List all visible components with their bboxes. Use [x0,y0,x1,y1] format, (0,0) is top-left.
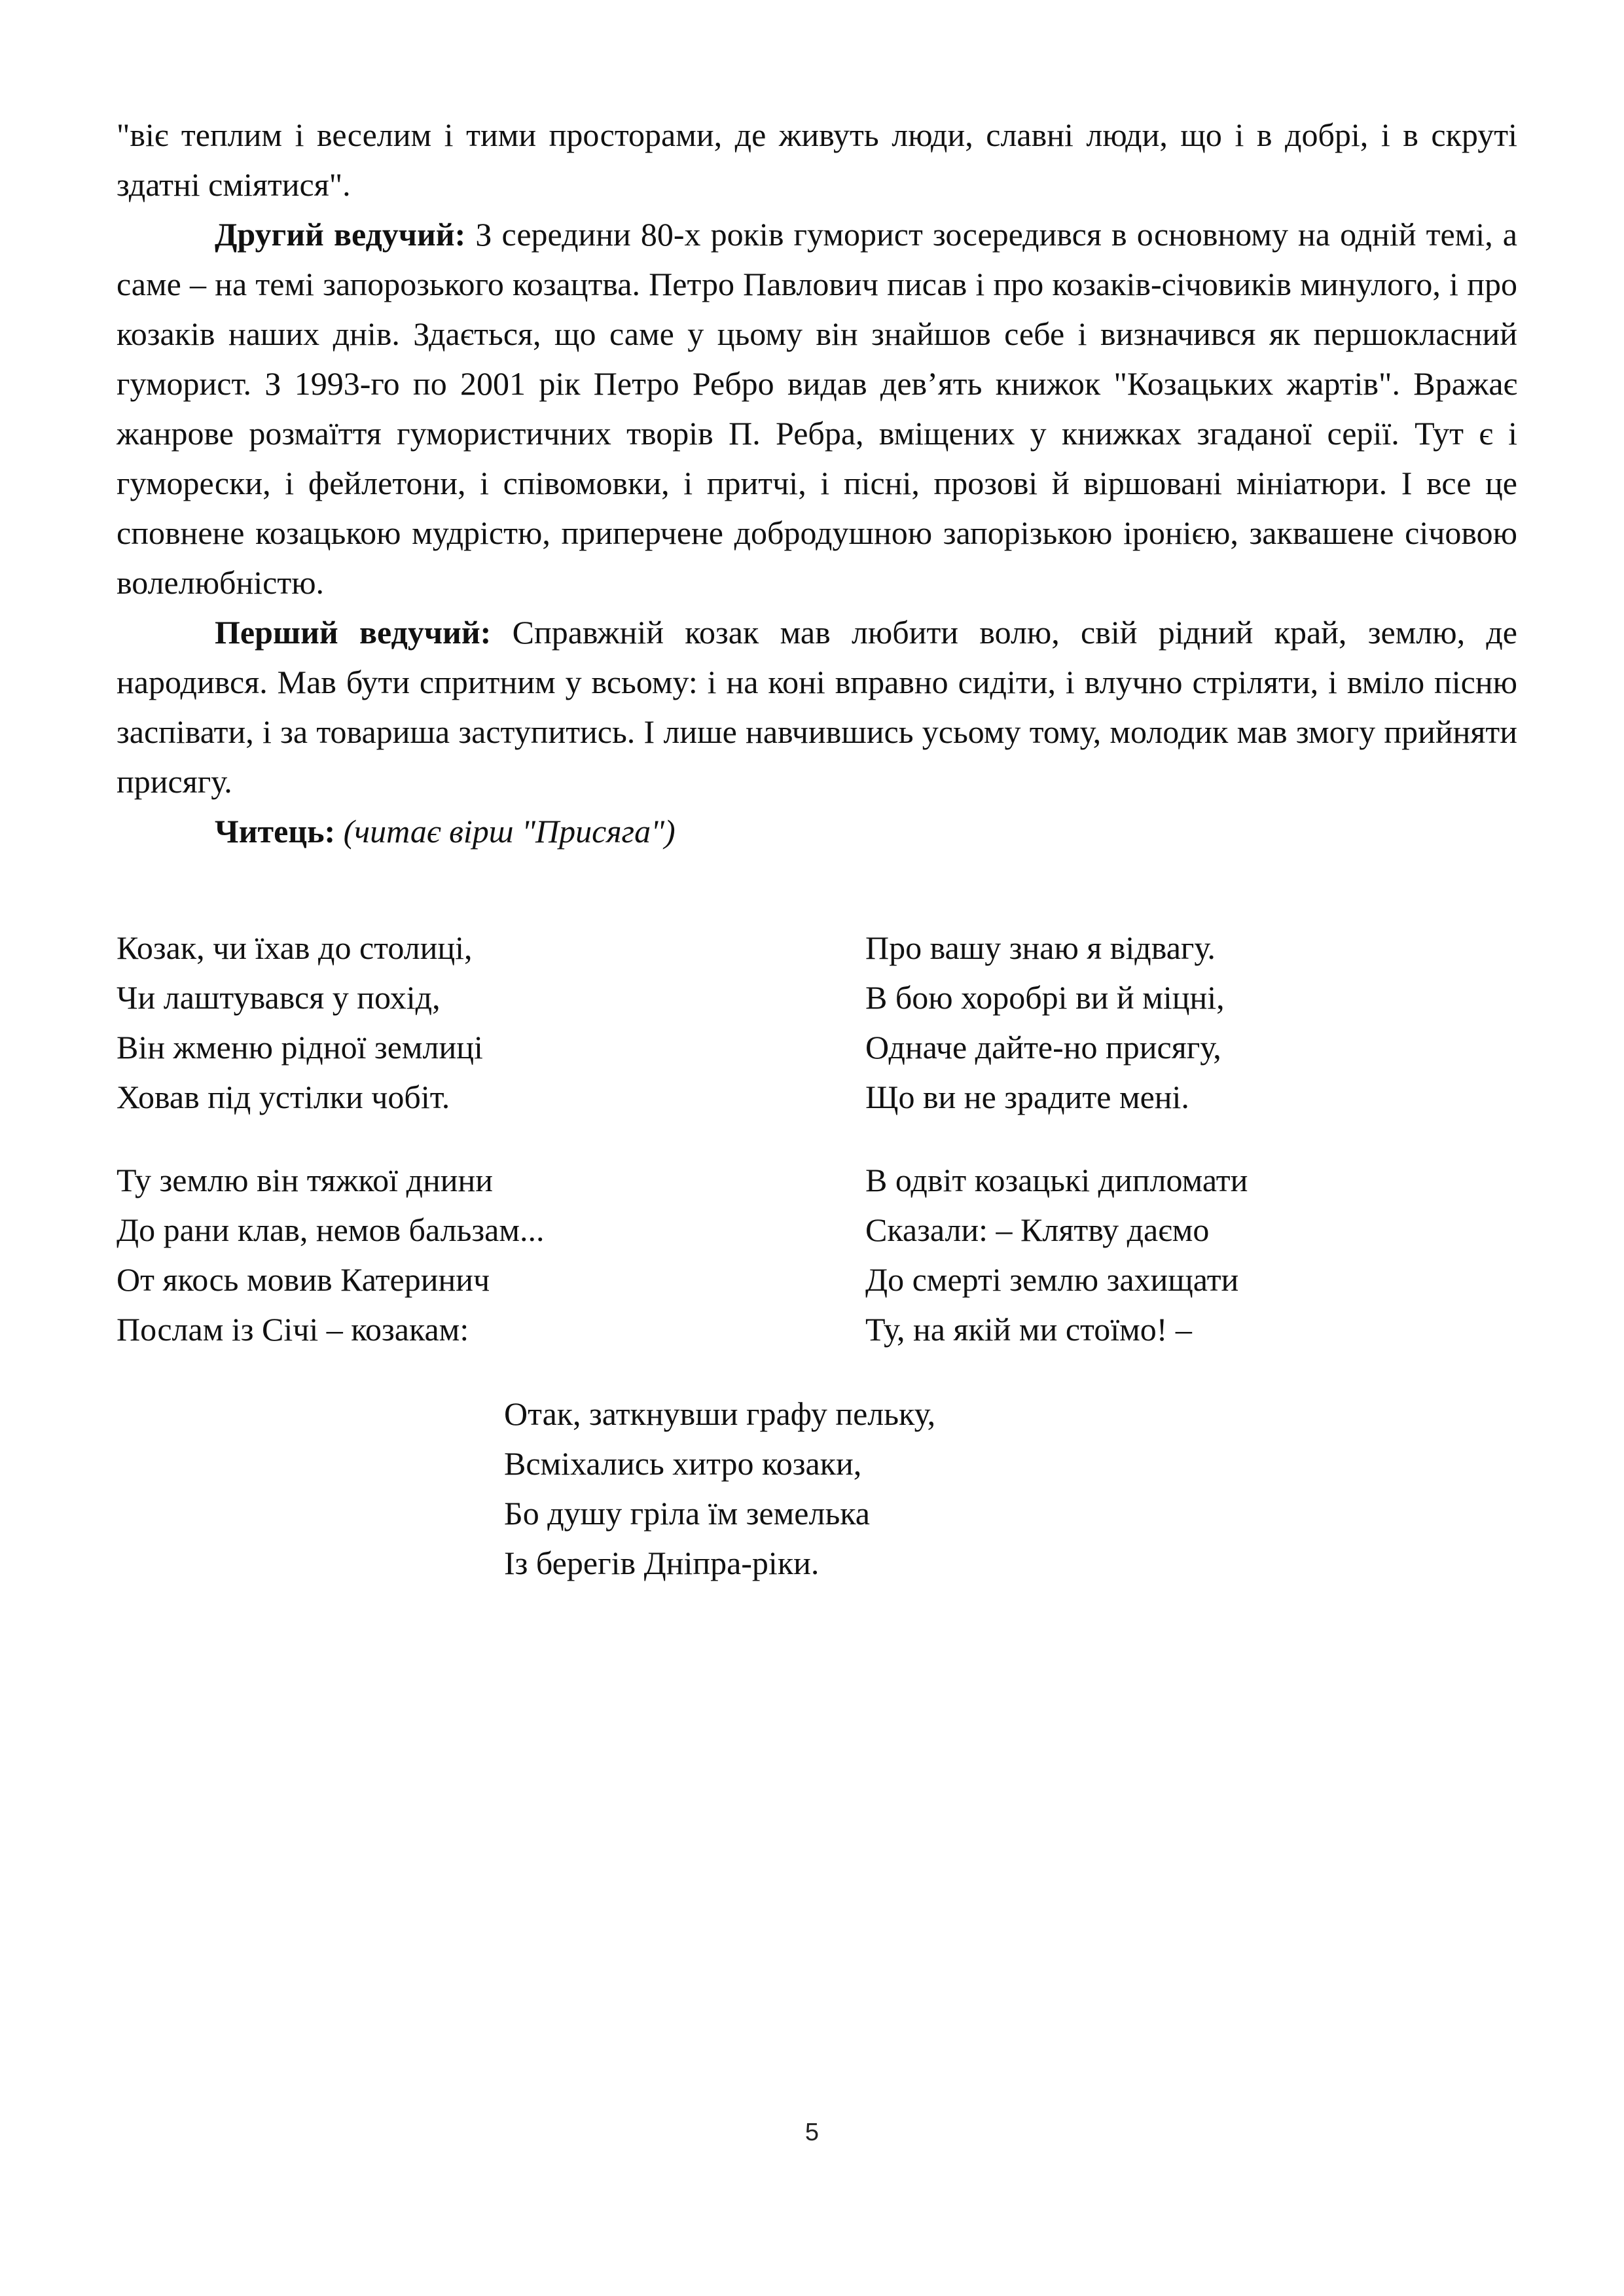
poem-line: Із берегів Дніпра-ріки. [504,1545,820,1581]
poem-line: Про вашу знаю я відвагу. [865,929,1216,966]
poem-stanza-right-1 [865,923,1225,1122]
poem-line: До рани клав, немов бальзам... [117,1211,545,1248]
poem-line: Сказали: – Клятву даємо [865,1211,1210,1248]
poem-line: Що ви не зрадите мені. [865,1079,1189,1115]
poem-line: Бо душу гріла їм земелька [504,1495,870,1532]
poem-line: Отак, заткнувши графу пельку, [504,1395,936,1432]
speaker-second-host: Другий ведучий: [215,216,466,253]
poem-line: До смерті землю захищати [865,1261,1239,1298]
paragraph-second-host-text: З середини 80-х років гуморист зосередився в основному на одній темі, а саме – на темі запорозького козацтва. Петро Павлович писав і про козаків-січовиків минулого, і про козаків наших днів. Здається, що саме у цьому він знайшов себе і визначився як першокласний гуморист. З 1993-го по 2001 рік Петро Ребро видав дев’ять книжок "Козацьких жартів". Вражає жанрове розмаїття гумористичних творів П. Ребра, вміщених у книжках згаданої серії. Тут є і гуморески, і фейлетони, і співомовки, і притчі, і пісні, прозові й віршовані мініатюри. І все це сповнене козацькою мудрістю, приперчене добродушною запорізькою іронією, заквашене січовою волелюбністю. [117,216,1517,601]
poem-line: В бою хоробрі ви й міцні, [865,979,1225,1016]
speaker-reader: Читець: [215,813,336,850]
poem-line: От якось мовив Катеринич [117,1261,490,1298]
speaker-first-host: Перший ведучий: [215,614,492,651]
poem-line: Ховав під устілки чобіт. [117,1079,450,1115]
poem-stanza-left-2 [117,1155,544,1354]
poem-line: Одначе дайте-но присягу, [865,1029,1221,1066]
poem-line: Чи лаштувався у похід, [117,979,441,1016]
poem-line: Послам із Січі – козакам: [117,1311,469,1348]
poem-line: Козак, чи їхав до столиці, [117,929,473,966]
paragraph-second-host [117,209,1517,607]
paragraph-first-host [117,607,1517,806]
poem-line: Ту, на якій ми стоїмо! – [865,1311,1192,1348]
paragraph-first-host-text: Справжній козак мав любити волю, свій рідний край, землю, де народився. Мав бути спритним у всьому: і на коні вправно сидіти, і влучно стріляти, і вміло пісню заспівати, і за товариша заступитись. І лише навчившись усьому тому, молодик мав змогу прийняти присягу. [117,614,1518,800]
document-page [117,110,1517,856]
poem-stanza-right-2 [865,1155,1248,1354]
poem-line: В одвіт козацькі дипломати [865,1162,1248,1198]
poem-line: Він жменю рідної землиці [117,1029,483,1066]
paragraph-quote: "віє теплим і веселим і тими просторами, де живуть люди, славні люди, що і в добрі, і в скруті здатні сміятися". [117,117,1517,203]
page-number: 5 [804,2119,820,2146]
poem-stanza-center [504,1389,935,1588]
poem-line: Всміхались хитро козаки, [504,1445,862,1482]
poem-line: Ту землю він тяжкої днини [117,1162,494,1198]
poem-stanza-left-1 [117,923,483,1122]
stage-direction: (читає вірш "Присяга") [343,813,676,850]
reader-line [117,806,1517,856]
